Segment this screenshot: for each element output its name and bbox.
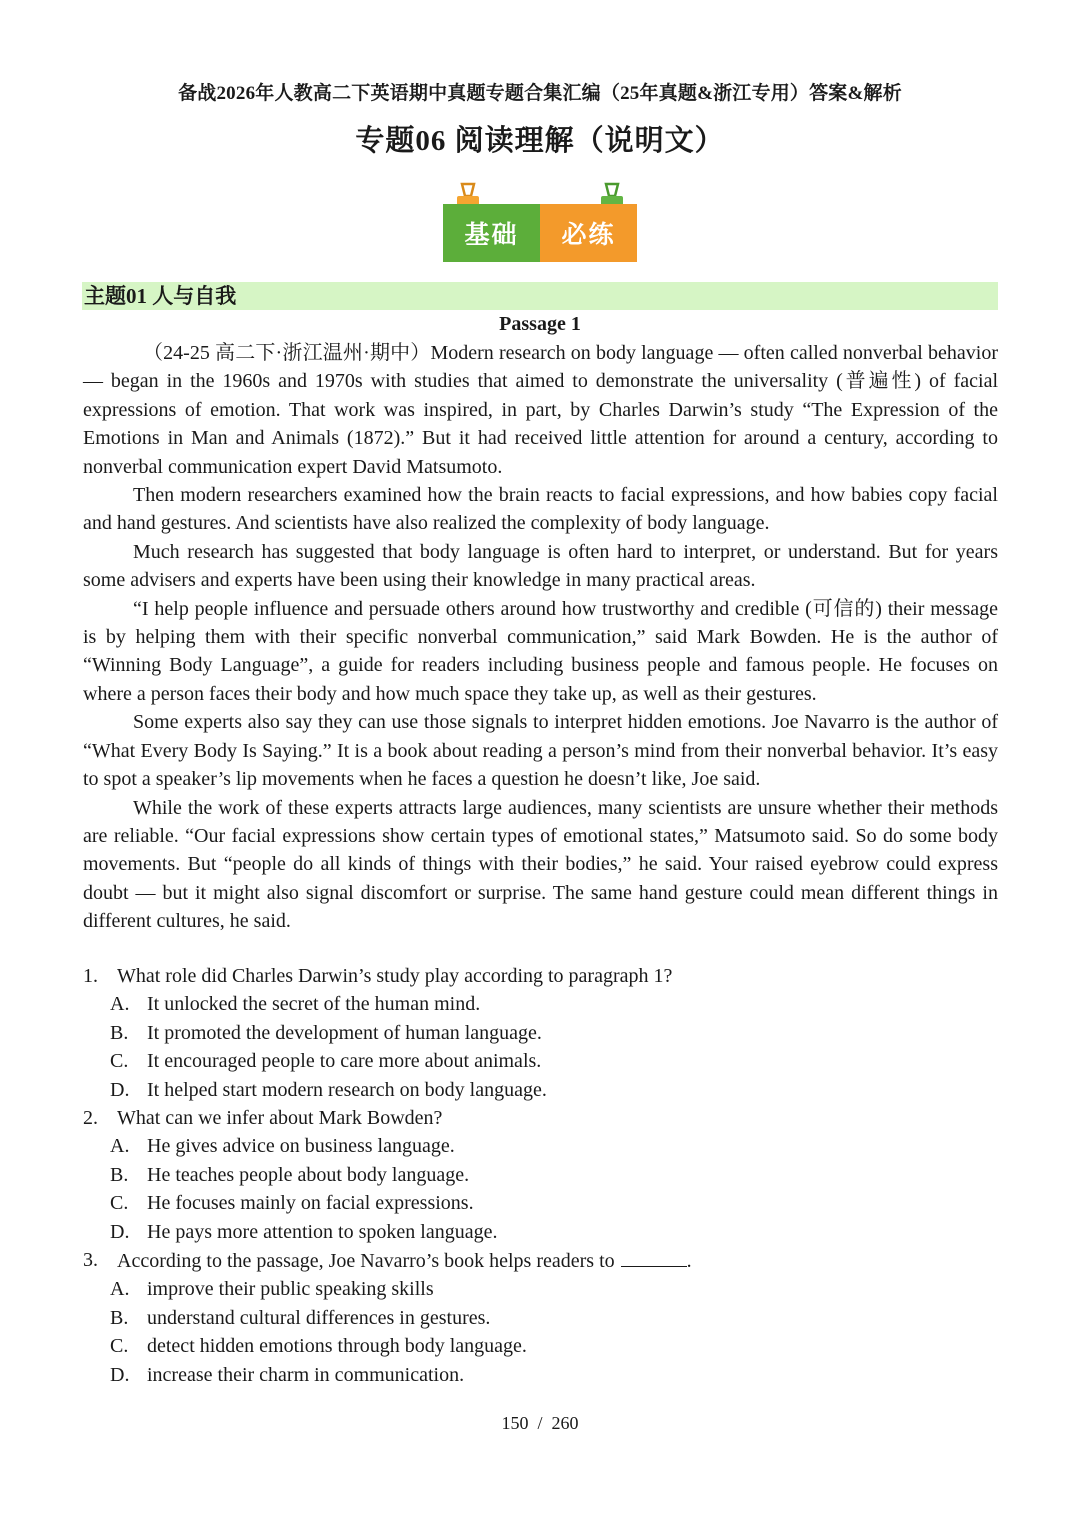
option-letter: D. xyxy=(110,1078,130,1101)
passage-body xyxy=(83,339,998,936)
answer-option xyxy=(83,990,998,1018)
answer-option xyxy=(83,1019,998,1047)
question-text-wrap xyxy=(117,1246,692,1275)
option-text: He focuses mainly on facial expressions. xyxy=(147,1192,474,1215)
option-letter: D. xyxy=(110,1220,130,1243)
document-header: 备战2026年人教高二下英语期中真题专题合集汇编（25年真题&浙江专用）答案&解析 xyxy=(178,83,902,104)
option-text: improve their public speaking skills xyxy=(147,1278,434,1301)
answer-option xyxy=(83,1132,998,1160)
answer-option xyxy=(83,1218,998,1246)
answer-option xyxy=(83,1189,998,1217)
option-text: He pays more attention to spoken language. xyxy=(147,1220,498,1243)
question-list xyxy=(83,962,998,1389)
option-letter: B. xyxy=(110,1306,129,1329)
option-text: It unlocked the secret of the human mind. xyxy=(147,993,481,1016)
option-text: It encouraged people to care more about animals. xyxy=(147,1050,542,1073)
option-text: detect hidden emotions through body language. xyxy=(147,1335,527,1358)
option-text: increase their charm in communication. xyxy=(147,1363,465,1386)
passage-paragraph: Some experts also say they can use those signals to interpret hidden emotions. Joe Navarro is the author of “What Every Body Is Saying.” It is a book about reading a person’s mind from their nonverbal behavior. It’s easy to spot a speaker’s lip movements when he faces a question he doesn’t like, Joe said. xyxy=(83,711,998,791)
option-letter: C. xyxy=(110,1192,129,1215)
answer-option xyxy=(83,1076,998,1104)
page-title: 专题06 阅读理解（说明文） xyxy=(355,125,725,157)
question-text: According to the passage, Joe Navarro’s book helps readers to xyxy=(117,1250,615,1273)
option-text: He teaches people about body language. xyxy=(147,1163,470,1186)
question xyxy=(83,962,998,1104)
question-stem xyxy=(83,1246,998,1275)
question-text: What role did Charles Darwin’s study play according to paragraph 1? xyxy=(117,965,673,987)
option-letter: B. xyxy=(110,1163,129,1186)
badge-label-left: 基础 xyxy=(443,204,540,262)
page-number: 150 / 260 xyxy=(501,1413,579,1433)
passage-paragraph: While the work of these experts attracts large audiences, many scientists are unsure whether their methods are reliable. “Our facial expressions show certain types of emotional states,” Matsumoto said. So do some body movements. But “people do all kinds of things with their bodies,” he said. Your raised eyebrow could express doubt — but it might also signal discomfort or surprise. The same hand gesture could mean different things in different cultures, he said. xyxy=(83,796,998,933)
option-text: understand cultural differences in gestures. xyxy=(147,1306,491,1329)
option-letter: A. xyxy=(110,1278,130,1301)
option-letter: A. xyxy=(110,1135,130,1158)
question-number: 2. xyxy=(83,1107,98,1130)
answer-option xyxy=(83,1161,998,1189)
section-heading: 主题01 人与自我 xyxy=(82,282,998,310)
passage-title: Passage 1 xyxy=(499,313,581,335)
passage-paragraph: （24-25 高二下·浙江温州·期中）Modern research on body language — often called nonverbal behavior — began in the 1960s and 1970s with studies that aimed to demonstrate the universality (普遍性) of facial expressions of emotion. That work was inspired, in part, by Charles Darwin’s study “The Expression of the Emotions in Man and Animals (1872).” But it had received little attention for around a century, according to nonverbal communication expert David Matsumoto. xyxy=(83,342,998,478)
question-number: 1. xyxy=(83,965,98,987)
option-text: It promoted the development of human language. xyxy=(147,1021,542,1044)
option-letter: D. xyxy=(110,1363,130,1386)
passage-paragraph: Then modern researchers examined how the brain reacts to facial expressions, and how babies copy facial and hand gestures. And scientists have also realized the complexity of body language. xyxy=(83,484,998,535)
option-text: It helped start modern research on body language. xyxy=(147,1078,547,1101)
question-number: 3. xyxy=(83,1249,98,1272)
answer-option xyxy=(83,1361,998,1389)
option-letter: C. xyxy=(110,1335,129,1358)
answer-option xyxy=(83,1047,998,1075)
question-stem xyxy=(83,1104,998,1132)
answer-option xyxy=(83,1304,998,1332)
passage-paragraph: “I help people influence and persuade others around how trustworthy and credible (可信的) their message is by helping them with their specific nonverbal communication,” said Mark Bowden. He is the author of “Winning Body Language”, a guide for readers including business people and famous people. He focuses on where a person faces their body and how much space they take up, as well as their gestures. xyxy=(83,597,998,705)
question xyxy=(83,1104,998,1246)
section-badge xyxy=(443,182,637,262)
option-letter: B. xyxy=(110,1021,129,1044)
question xyxy=(83,1246,998,1389)
question-stem xyxy=(83,962,998,990)
question-text: What can we infer about Mark Bowden? xyxy=(117,1107,443,1130)
option-letter: C. xyxy=(110,1050,129,1073)
answer-option xyxy=(83,1275,998,1303)
answer-blank[interactable] xyxy=(621,1246,687,1267)
option-letter: A. xyxy=(110,993,130,1016)
passage-paragraph: Much research has suggested that body language is often hard to interpret, or understand. But for years some advisers and experts have been using their knowledge in many practical areas. xyxy=(83,540,998,592)
option-text: He gives advice on business language. xyxy=(147,1135,455,1158)
badge-label-right: 必练 xyxy=(540,204,637,262)
question-suffix: . xyxy=(686,1250,692,1273)
answer-option xyxy=(83,1332,998,1360)
